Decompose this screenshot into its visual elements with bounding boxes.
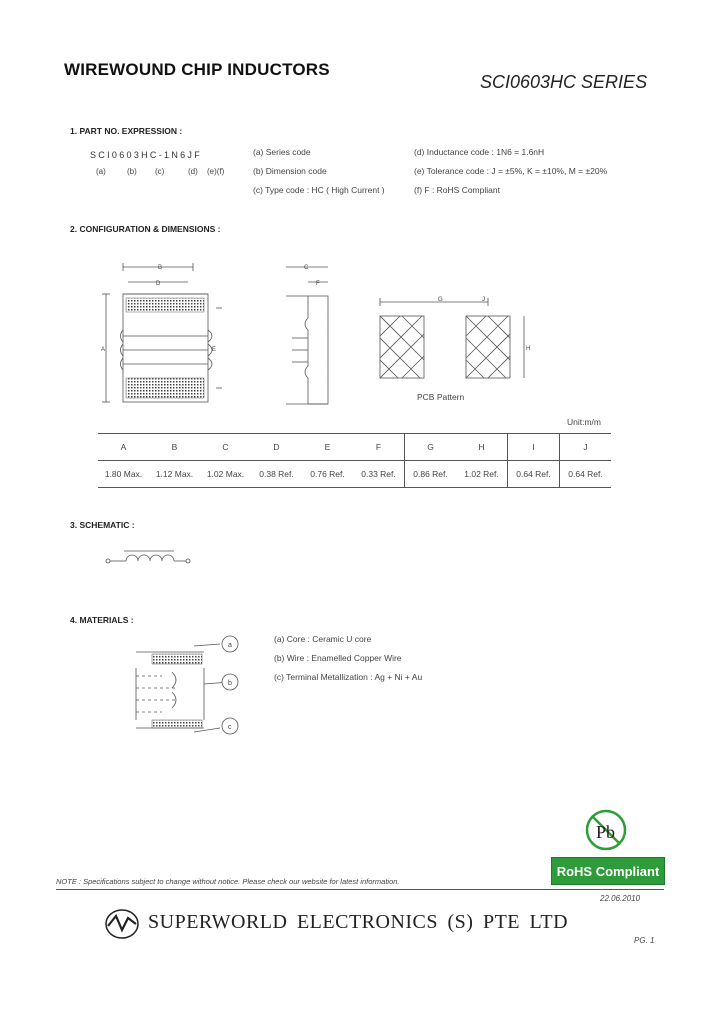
table-header-cell: B — [149, 434, 200, 461]
table-header-cell: D — [251, 434, 302, 461]
dim-label-h: H — [526, 346, 531, 352]
code-d: (d) Inductance code : 1N6 = 1.6nH — [414, 147, 545, 157]
section2-heading: 2. CONFIGURATION & DIMENSIONS : — [70, 224, 221, 234]
material-core: (a) Core : Ceramic U core — [274, 634, 372, 644]
table-header-cell: J — [560, 434, 612, 461]
table-header-cell: G — [405, 434, 457, 461]
document-date: 22.06.2010 — [600, 894, 641, 903]
dim-label-e: E — [212, 347, 217, 353]
pb-free-icon — [584, 808, 628, 852]
table-cell: 0.86 Ref. — [413, 469, 448, 479]
table-cell: 1.12 Max. — [155, 469, 194, 479]
dimensions-table — [98, 433, 611, 488]
page-number: PG. 1 — [634, 936, 655, 945]
table-cell: 0.64 Ref. — [508, 461, 560, 488]
code-c: (c) Type code : HC ( High Current ) — [253, 185, 385, 195]
table-cell: 1.02 Ref. — [456, 461, 508, 488]
dim-label-b: B — [158, 265, 163, 271]
table-cell: 1.80 Max. — [104, 469, 143, 479]
rohs-compliant-badge: RoHS Compliant — [551, 857, 665, 885]
inductor-schematic-symbol — [102, 548, 198, 572]
letter-ef: (e)(f) — [207, 167, 225, 176]
letter-b: (b) — [127, 167, 137, 176]
materials-drawing — [132, 632, 244, 744]
dim-label-d: D — [156, 281, 161, 287]
section3-heading: 3. SCHEMATIC : — [70, 520, 135, 530]
footer-note: NOTE : Specifications subject to change without notice. Please check our website for latest information. — [56, 877, 400, 886]
company-name: SUPERWORLD ELECTRONICS (S) PTE LTD — [148, 911, 569, 933]
side-view-drawing — [278, 258, 358, 418]
callout-b: b — [228, 680, 232, 687]
dim-label-a: A — [101, 347, 106, 353]
table-header-cell: A — [98, 434, 149, 461]
code-e: (e) Tolerance code : J = ±5%, K = ±10%, M = ±20% — [414, 166, 608, 176]
table-cell: 0.64 Ref. — [568, 469, 603, 479]
table-header-cell: I — [508, 434, 560, 461]
section1-heading: 1. PART NO. EXPRESSION : — [70, 126, 183, 136]
table-header-cell: C — [200, 434, 251, 461]
table-row — [98, 461, 611, 488]
section4-heading: 4. MATERIALS : — [70, 615, 134, 625]
callout-a: a — [228, 642, 232, 649]
part-number: SCI0603HC-1N6JF — [90, 150, 203, 160]
table-header-cell: H — [456, 434, 508, 461]
table-cell: 0.33 Ref. — [353, 461, 405, 488]
footer-divider — [56, 889, 664, 890]
pb-label: Pb — [596, 822, 616, 842]
code-a: (a) Series code — [253, 147, 311, 157]
dim-label-j: J — [482, 297, 485, 303]
table-header-cell: F — [353, 434, 405, 461]
table-header-cell: E — [302, 434, 353, 461]
letter-a: (a) — [96, 167, 106, 176]
page-title: WIREWOUND CHIP INDUCTORS — [64, 60, 330, 79]
code-b: (b) Dimension code — [253, 166, 327, 176]
table-cell: 0.76 Ref. — [310, 469, 345, 479]
front-view-drawing — [98, 258, 228, 418]
code-f: (f) F : RoHS Compliant — [414, 185, 500, 195]
dim-label-c: C — [304, 265, 309, 271]
pcb-pattern-drawing — [374, 292, 534, 392]
table-header-row — [98, 434, 611, 461]
series-title: SCI0603HC SERIES — [480, 72, 648, 92]
dim-label-f: F — [316, 281, 320, 287]
callout-c: c — [228, 724, 232, 731]
company-logo-icon — [104, 908, 140, 940]
pcb-pattern-label: PCB Pattern — [417, 392, 465, 402]
material-wire: (b) Wire : Enamelled Copper Wire — [274, 653, 402, 663]
letter-d: (d) — [188, 167, 198, 176]
material-terminal: (c) Terminal Metallization : Ag + Ni + Au — [274, 672, 423, 682]
table-cell: 0.38 Ref. — [259, 469, 294, 479]
dim-label-g: G — [438, 297, 443, 303]
table-cell: 1.02 Max. — [206, 469, 245, 479]
unit-label: Unit:m/m — [567, 417, 601, 427]
letter-c: (c) — [155, 167, 165, 176]
